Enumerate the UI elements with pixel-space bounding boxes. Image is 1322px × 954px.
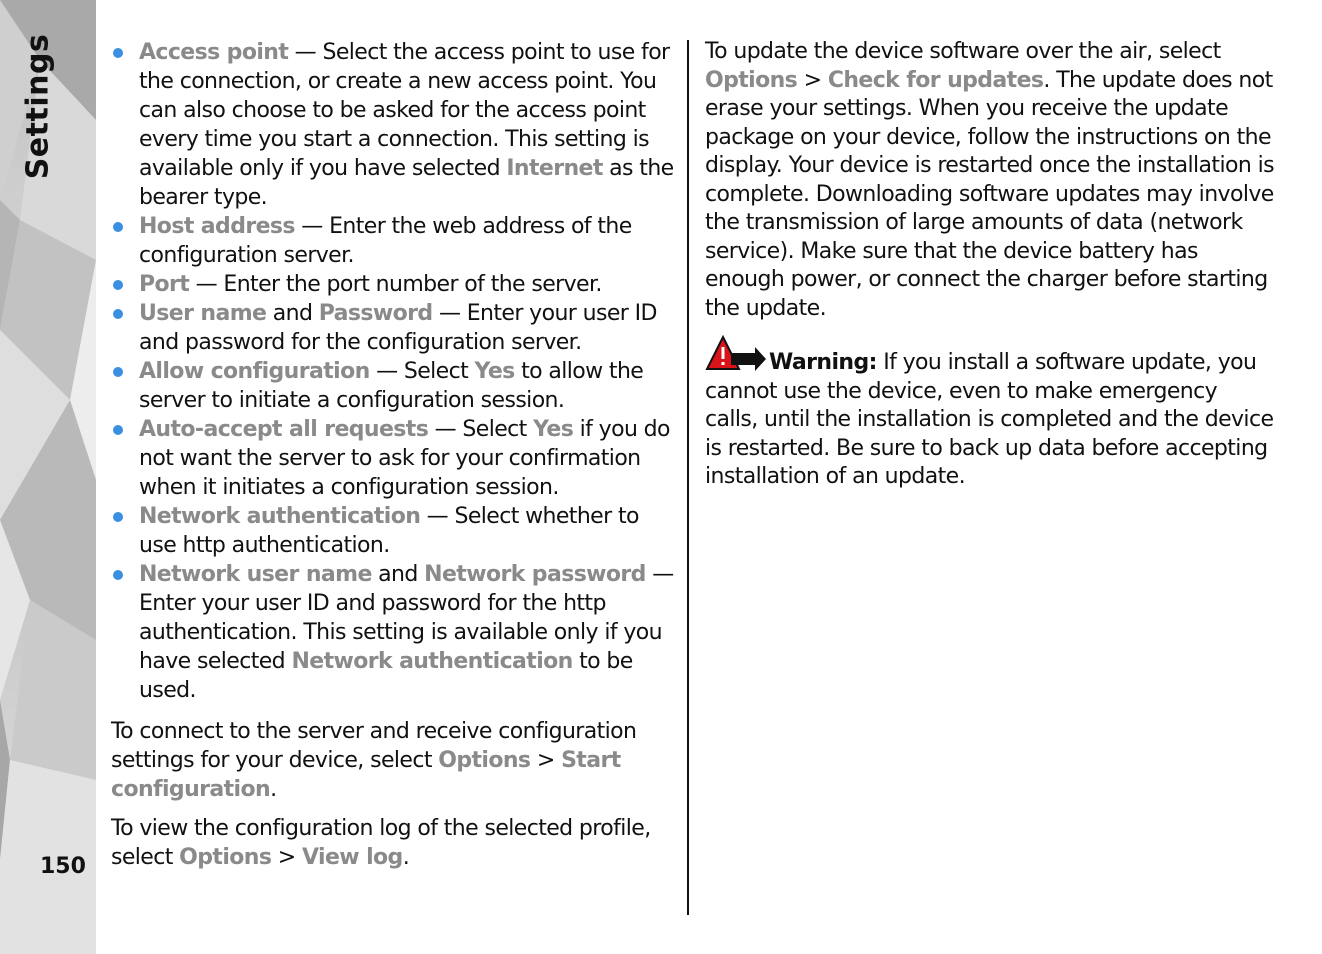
start-configuration-paragraph xyxy=(111,717,676,804)
list-item xyxy=(111,357,676,415)
menu-path-check-for-updates: Check for updates xyxy=(827,67,1044,93)
list-item xyxy=(111,502,676,560)
item-text: and xyxy=(371,562,425,587)
setting-term: Auto-accept all requests xyxy=(139,417,429,442)
item-text: to allow the server to initiate a configuration session. xyxy=(139,359,644,413)
list-item xyxy=(111,270,676,299)
item-text: — Select whether to use http authentication. xyxy=(139,504,639,558)
view-log-paragraph xyxy=(111,814,676,872)
setting-term: Network password xyxy=(424,562,646,587)
item-text: — Enter your user ID and password for the http authentication. This setting is available only if you have selected xyxy=(139,562,674,674)
warning-text: If you install a software update, you cannot use the device, even to make emergency calls, until the installation is completed and the device is restarted. Be sure to back up data before accepting installation of an update. xyxy=(705,350,1274,489)
bullet-icon xyxy=(113,280,123,290)
menu-path-separator: > xyxy=(271,845,302,870)
setting-term: Password xyxy=(318,301,433,326)
warning-label: Warning: xyxy=(769,350,877,375)
decorative-sidebar xyxy=(0,0,96,954)
bullet-icon xyxy=(113,222,123,232)
left-column xyxy=(111,38,676,872)
section-title: Settings xyxy=(20,33,56,179)
bullet-icon xyxy=(113,367,123,377)
list-item xyxy=(111,212,676,270)
paragraph-text: . xyxy=(402,845,410,870)
list-item xyxy=(111,38,676,212)
warning-note xyxy=(705,335,1275,492)
item-text: — Enter the web address of the configuration server. xyxy=(139,214,632,268)
menu-path-start-configuration: Start configuration xyxy=(111,748,621,802)
paragraph-text: To connect to the server and receive configuration settings for your device, select xyxy=(111,719,637,773)
page-number: 150 xyxy=(40,854,86,879)
setting-term: Host address xyxy=(139,214,295,239)
bullet-icon xyxy=(113,48,123,58)
setting-term: Port xyxy=(139,272,190,297)
menu-path-separator: > xyxy=(530,748,562,773)
item-text: to be used. xyxy=(139,649,633,703)
item-text: — Select xyxy=(428,417,534,442)
item-text: — Select the access point to use for the connection, or create a new access point. You can also choose to be asked for the access point every time you start a connection. This setting is available only if you have selected xyxy=(139,40,670,181)
setting-term: Yes xyxy=(533,417,574,442)
setting-term: Access point xyxy=(139,40,289,65)
menu-path-options: Options xyxy=(705,67,798,93)
paragraph-text: . xyxy=(270,777,277,802)
paragraph-text: . The update does not erase your settings. When you receive the update package on your device, follow the instructions on the display. Your device is restarted once the installation is complete. Downloading software updates may involve the transmission of large amounts of data (network service). Make sure that the device battery has enough power, or connect the charger before starting the update. xyxy=(705,67,1274,321)
bullet-icon xyxy=(113,309,123,319)
list-item xyxy=(111,415,676,502)
warning-icon xyxy=(705,335,767,373)
setting-term: Network authentication xyxy=(291,649,573,674)
item-text: if you do not want the server to ask for your confirmation when it initiates a configuration session. xyxy=(139,417,670,500)
bullet-icon xyxy=(113,570,123,580)
menu-path-view-log: View log xyxy=(301,845,403,870)
item-text: and xyxy=(266,301,319,326)
setting-term: Allow configuration xyxy=(139,359,370,384)
setting-term: Yes xyxy=(474,359,515,384)
item-text: as the bearer type. xyxy=(139,156,674,210)
setting-term: Network authentication xyxy=(139,504,421,529)
right-column xyxy=(705,38,1275,492)
item-text: — Enter your user ID and password for the configuration server. xyxy=(139,301,657,355)
bullet-icon xyxy=(113,512,123,522)
menu-path-options: Options xyxy=(438,748,531,773)
setting-term: User name xyxy=(139,301,267,326)
settings-list xyxy=(111,38,676,705)
list-item xyxy=(111,299,676,357)
item-text: — Select xyxy=(369,359,475,384)
paragraph-text: To view the configuration log of the selected profile, select xyxy=(111,816,651,870)
setting-term: Network user name xyxy=(139,562,372,587)
bullet-icon xyxy=(113,425,123,435)
menu-path-separator: > xyxy=(797,67,828,93)
item-text: — Enter the port number of the server. xyxy=(189,272,602,297)
column-divider xyxy=(687,40,689,915)
setting-term: Internet xyxy=(506,156,603,181)
software-update-paragraph xyxy=(705,38,1275,323)
paragraph-text: To update the device software over the air, select xyxy=(705,39,1221,64)
menu-path-options: Options xyxy=(179,845,272,870)
list-item xyxy=(111,560,676,705)
